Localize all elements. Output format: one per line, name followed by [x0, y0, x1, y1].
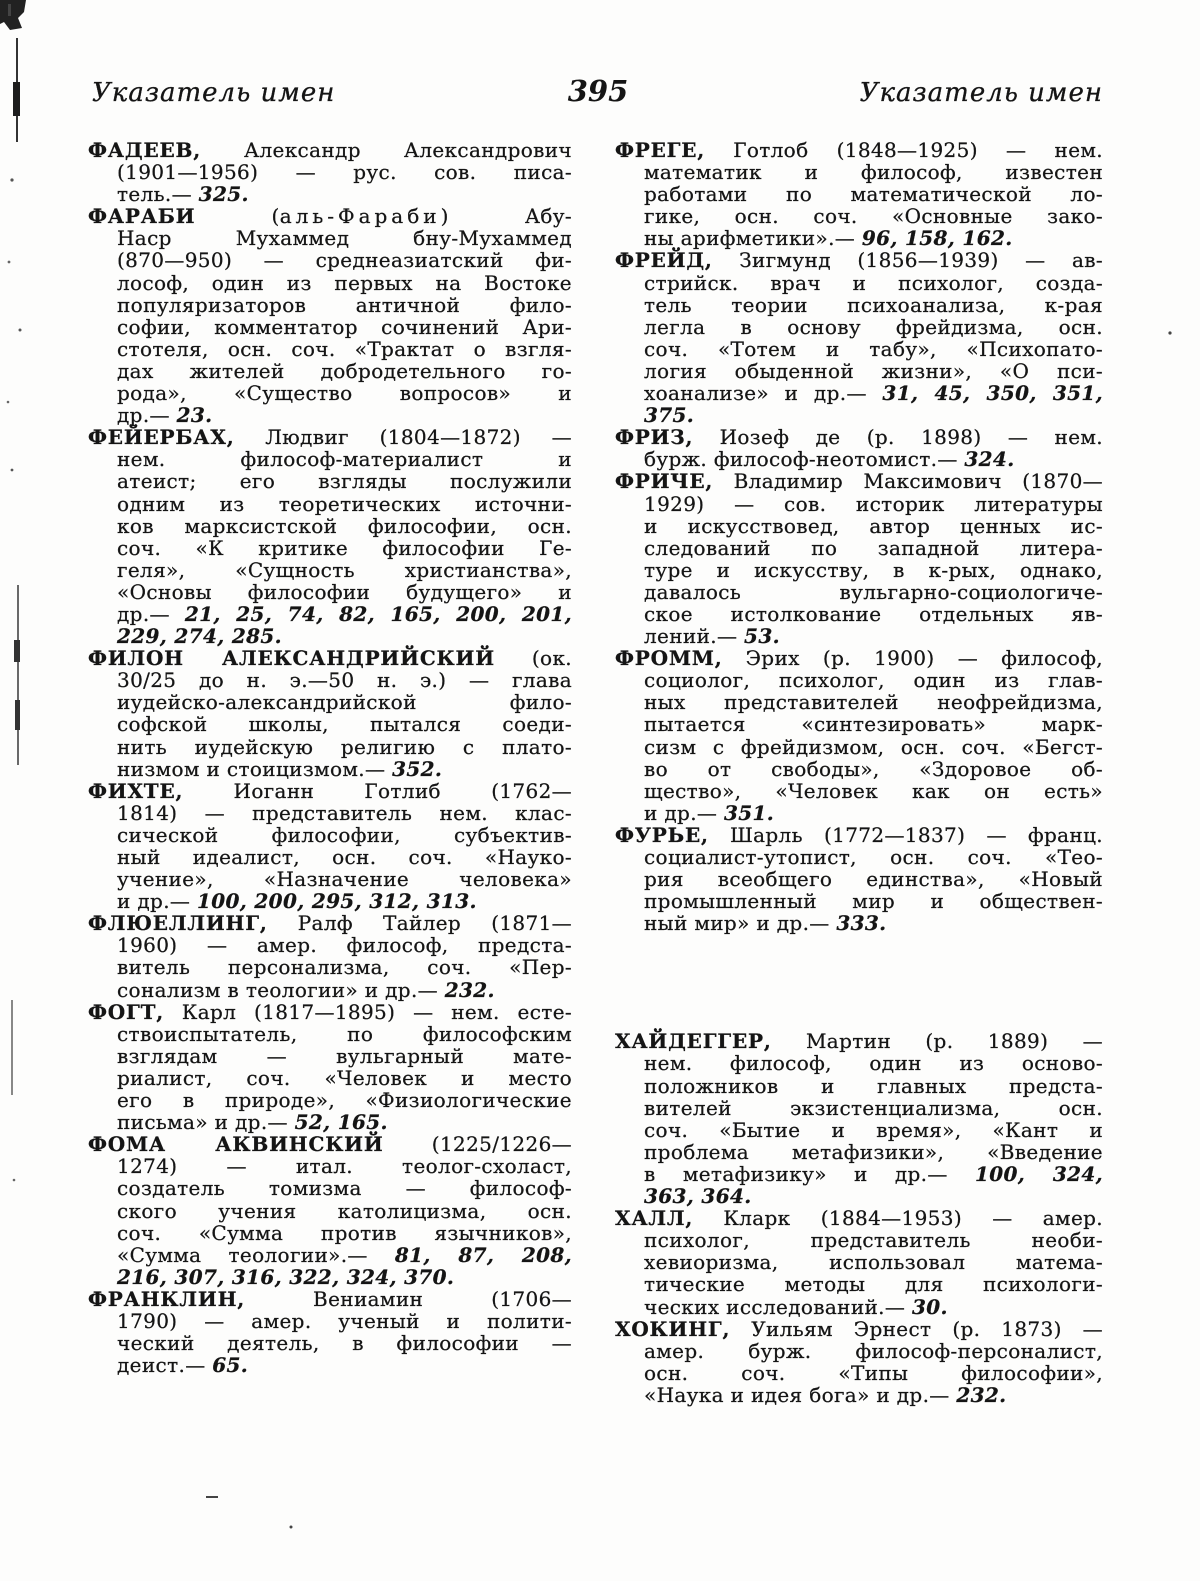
entry-text: Готлоб (1848—1925) — нем.: [705, 138, 1103, 162]
entry-line: [117, 515, 572, 537]
entry-text: соч. «К критике философии Ге-: [117, 535, 572, 560]
entry-text: софии, комментатор сочинений Ари-: [117, 314, 572, 339]
entry-text: атеист; его взгляды послужили: [117, 469, 572, 494]
entry-line: [644, 691, 1103, 713]
entry-line: [117, 493, 572, 515]
entry-name: ФИХТЕ,: [88, 778, 184, 803]
entry-text: взглядам — вульгарный мате-: [117, 1043, 572, 1068]
entry-line: [117, 1155, 572, 1177]
entry-line: [117, 249, 572, 271]
entry-line: [117, 758, 572, 780]
entry-name: ФРЕГЕ,: [615, 138, 706, 162]
entry-line: [644, 736, 1103, 758]
entry-line: [644, 294, 1103, 316]
entry-text: Зигмунд (1856—1939) — ав-: [712, 248, 1103, 273]
entry-line: [117, 1089, 572, 1111]
entry-text: туре и искусству, в к-рых, однако,: [644, 557, 1103, 582]
entry-name: ХОКИНГ,: [615, 1316, 731, 1341]
entry-text: ный идеалист, осн. соч. «Науко-: [117, 845, 572, 869]
entry-name: ФУРЬЕ,: [615, 822, 709, 847]
entry-text: стотеля, осн. соч. «Трактат о взгля-: [117, 336, 572, 361]
entry-line: [117, 1045, 572, 1067]
entry-line: [117, 294, 572, 316]
entry-line: [615, 426, 1103, 448]
entry-text: дах жителей добродетельного го-: [117, 358, 572, 383]
entry-line: [117, 404, 572, 426]
entry-line: [644, 802, 1103, 824]
left-column: [88, 139, 572, 1376]
entry-text: осн. соч. «Типы философии»,: [644, 1360, 1103, 1385]
index-entry: [88, 426, 572, 647]
entry-line: [644, 868, 1103, 890]
entry-text: рода», «Существо вопросов» и: [117, 381, 572, 406]
index-entry: [88, 912, 572, 1000]
entry-text: социалист-утопист, осн. соч. «Тео-: [644, 845, 1103, 869]
entry-text: учение», «Назначение человека»: [117, 867, 572, 892]
page-references: 30.: [911, 1294, 948, 1319]
entry-name: ФОМА АКВИНСКИЙ: [88, 1132, 384, 1157]
entry-text: положников и главных предста-: [644, 1073, 1103, 1098]
entry-line: [117, 183, 572, 205]
page-references: 232.: [956, 1382, 1007, 1407]
page-references: 96, 158, 162.: [861, 226, 1013, 251]
entry-text: лений.—: [644, 624, 745, 649]
entry-line: [644, 1141, 1103, 1163]
running-head-right: Указатель имен: [859, 78, 1103, 108]
entry-line: [615, 1318, 1103, 1340]
entry-text: работами по математической ло-: [644, 182, 1103, 207]
entry-line: [117, 470, 572, 492]
entry-text: ный мир» и др.—: [644, 911, 837, 936]
entry-text: ческих исследований.—: [644, 1294, 912, 1319]
index-entry: [615, 647, 1103, 824]
entry-line: [644, 1119, 1103, 1141]
entry-line: [117, 272, 572, 294]
entry-text: софской школы, пытался соеди-: [117, 712, 572, 737]
page-references: 100, 324,: [974, 1161, 1103, 1186]
entry-text: 1929) — сов. историк литературы: [644, 491, 1103, 516]
entry-text: его в природе», «Физиологические: [117, 1088, 572, 1113]
entry-line: [644, 1075, 1103, 1097]
entry-text: 1790) — амер. ученый и полити-: [117, 1308, 572, 1333]
entry-line: [117, 360, 572, 382]
entry-text: в метафизику» и др.—: [644, 1161, 975, 1186]
page-references: 31, 45, 350, 351,: [882, 381, 1103, 406]
index-entry: [88, 205, 572, 426]
entry-line: [88, 1001, 572, 1023]
page-references: 23.: [176, 403, 213, 428]
entry-text: 1960) — амер. философ, предста-: [117, 933, 572, 958]
entry-text: Владимир Максимович (1870—: [713, 469, 1103, 494]
index-entry: [88, 1001, 572, 1134]
right-column: [615, 139, 1103, 1406]
entry-line: [117, 934, 572, 956]
entry-line: [615, 1207, 1103, 1229]
entry-text: щество», «Человек как он есть»: [644, 778, 1103, 803]
entry-text: создатель томизма — философ-: [117, 1176, 572, 1201]
entry-line: [88, 1288, 572, 1310]
entry-text: Кларк (1884—1953) — амер.: [693, 1206, 1103, 1231]
entry-text: и искусствовед, автор ценных ис-: [644, 513, 1103, 538]
index-entry: [615, 139, 1103, 249]
entry-line: [644, 1273, 1103, 1295]
entry-text: тические методы для психологи-: [644, 1272, 1103, 1297]
entry-text: «Сумма теологии».—: [117, 1242, 395, 1267]
entry-text: лософ, один из первых на Востоке: [117, 270, 572, 295]
entry-line: [644, 890, 1103, 912]
entry-line: [644, 316, 1103, 338]
entry-text: легла в основу фрейдизма, осн.: [644, 314, 1103, 339]
entry-text: низмом и стоицизмом.—: [117, 756, 393, 781]
entry-text: вителей экзистенциализма, осн.: [644, 1095, 1103, 1120]
index-entry: [615, 249, 1103, 426]
entry-line: [644, 603, 1103, 625]
entry-name: ФЕЙЕРБАХ,: [88, 425, 235, 450]
entry-line: [644, 161, 1103, 183]
spaced-name: аль-Фараби: [279, 204, 441, 229]
entry-text: ных представителей неофрейдизма,: [644, 690, 1103, 715]
entry-line: [117, 1310, 572, 1332]
entry-line: [88, 139, 572, 161]
index-entry: [88, 1288, 572, 1376]
entry-name: ФЛЮЕЛЛИНГ,: [88, 911, 268, 936]
entry-text: проблема метафизики», «Введение: [644, 1139, 1103, 1164]
entry-line: [88, 426, 572, 448]
entry-text: амер. бурж. философ-персоналист,: [644, 1338, 1103, 1363]
entry-line: [615, 647, 1103, 669]
entry-text: ны арифметики».—: [644, 226, 862, 251]
entry-line: [615, 824, 1103, 846]
entry-line: [644, 448, 1103, 470]
entry-name: ФРАНКЛИН,: [88, 1286, 246, 1311]
entry-line: [88, 780, 572, 802]
entry-line: [644, 183, 1103, 205]
page-references: 375.: [644, 403, 695, 428]
entry-line: [644, 559, 1103, 581]
entry-line: [117, 824, 572, 846]
entry-name: ФОГТ,: [88, 999, 165, 1024]
index-entry: [88, 780, 572, 913]
index-entry: [615, 426, 1103, 470]
entry-line: [117, 1354, 572, 1376]
entry-line: [117, 868, 572, 890]
index-entry: [615, 1318, 1103, 1406]
entry-text: сической философии, субъектив-: [117, 822, 572, 847]
entry-text: соч. «Бытие и время», «Кант и: [644, 1117, 1103, 1142]
entry-text: ческий деятель, в философии —: [117, 1331, 572, 1356]
entry-text: др.—: [117, 601, 185, 626]
entry-text: Шарль (1772—1837) — франц.: [708, 822, 1103, 847]
entry-text: Иоганн Готлиб (1762—: [183, 778, 572, 803]
entry-line: [644, 625, 1103, 647]
entry-line: [644, 1097, 1103, 1119]
entry-text: (1225/1226—: [383, 1132, 572, 1157]
entry-line: [644, 1251, 1103, 1273]
entry-text: хевиоризма, использовал матема-: [644, 1250, 1103, 1275]
entry-line: [117, 736, 572, 758]
entry-line: [117, 979, 572, 1001]
entry-line: [644, 846, 1103, 868]
entry-line: [644, 537, 1103, 559]
entry-text: ствоиспытатель, по философским: [117, 1021, 572, 1046]
entry-text: тель теории психоанализа, к-рая: [644, 292, 1103, 317]
entry-text: математик и философ, известен: [644, 160, 1103, 185]
entry-text: ское истолкование отдельных яв-: [644, 601, 1103, 626]
page-references: 351.: [723, 800, 775, 825]
entry-text: нем. философ, один из осново-: [644, 1051, 1103, 1076]
entry-line: [644, 713, 1103, 735]
entry-text: Карл (1817—1895) — нем. есте-: [164, 999, 572, 1024]
entry-text: 30/25 до н. э.—50 н. э.) — глава: [117, 668, 572, 693]
entry-line: [117, 890, 572, 912]
entry-text: следований по западной литера-: [644, 535, 1103, 560]
index-entry: [88, 139, 572, 205]
entry-text: соч. «Сумма против язычников»,: [117, 1220, 572, 1245]
entry-line: [117, 161, 572, 183]
entry-name: ФАДЕЕВ,: [88, 138, 202, 162]
entry-line: [615, 470, 1103, 492]
entry-text: бурж. философ-неотомист.—: [644, 447, 965, 472]
entry-text: гике, осн. соч. «Основные зако-: [644, 204, 1103, 229]
entry-line: [644, 1362, 1103, 1384]
entry-text: во от свободы», «Здоровое об-: [644, 756, 1103, 781]
entry-line: [117, 1200, 572, 1222]
entry-text: 1274) — итал. теолог-схоласт,: [117, 1154, 572, 1179]
entry-text: социолог, психолог, один из глав-: [644, 668, 1103, 693]
entry-text: популяризаторов античной фило-: [117, 292, 572, 317]
entry-line: [117, 669, 572, 691]
entry-line: [117, 691, 572, 713]
page-references: 21, 25, 74, 82, 165, 200, 201,: [184, 601, 572, 626]
page-references: 52, 165.: [294, 1110, 388, 1135]
entry-line: [88, 647, 572, 669]
entry-line: [117, 382, 572, 404]
entry-name: ФРОММ,: [615, 646, 723, 671]
entry-line: [117, 559, 572, 581]
entry-text: Мартин (р. 1889) —: [771, 1029, 1103, 1054]
page-references: 229, 274, 285.: [117, 624, 282, 649]
entry-text: ) Абу-: [440, 204, 572, 229]
entry-name: ХАЛЛ,: [615, 1206, 694, 1231]
entry-line: [644, 669, 1103, 691]
index-entry: [615, 1207, 1103, 1317]
entry-line: [117, 846, 572, 868]
entry-text: нить иудейскую религию с плато-: [117, 734, 572, 759]
entry-text: витель персонализма, соч. «Пер-: [117, 955, 572, 980]
entry-line: [88, 1133, 572, 1155]
entry-text: и др.—: [117, 889, 197, 914]
entry-line: [117, 1177, 572, 1199]
entry-line: [117, 581, 572, 603]
entry-text: рия всеобщего единства», «Новый: [644, 867, 1103, 892]
entry-line: [117, 227, 572, 249]
running-head-left: Указатель имен: [92, 78, 336, 108]
index-entry: [88, 647, 572, 780]
entry-line: [615, 139, 1103, 161]
page-references: 352.: [392, 756, 443, 781]
entry-line: [644, 1052, 1103, 1074]
entry-line: [117, 537, 572, 559]
entry-line: [644, 360, 1103, 382]
entry-line: [644, 912, 1103, 934]
index-entry: [88, 1133, 572, 1288]
entry-line: [117, 338, 572, 360]
entry-line: [117, 1111, 572, 1133]
entry-text: пытается «синтезировать» марк-: [644, 712, 1103, 737]
entry-line: [644, 780, 1103, 802]
page-references: 81, 87, 208,: [394, 1242, 572, 1267]
entry-text: письма» и др.—: [117, 1110, 295, 1135]
entry-text: риалист, соч. «Человек и место: [117, 1065, 572, 1090]
entry-text: промышленный мир и обществен-: [644, 889, 1103, 914]
entry-name: ФРИЧЕ,: [615, 469, 714, 494]
entry-line: [644, 758, 1103, 780]
entry-line: [117, 448, 572, 470]
entry-line: [644, 1163, 1103, 1185]
entry-name: ФРЕЙД,: [615, 248, 713, 273]
entry-text: (1901—1956) — рус. сов. писа-: [117, 160, 572, 185]
entry-name: ФИЛОН АЛЕКСАНДРИЙСКИЙ: [88, 646, 495, 671]
entry-text: Александр Александрович: [201, 138, 572, 162]
page-references: 65.: [212, 1353, 249, 1378]
entry-name: ХАЙДЕГГЕР,: [615, 1029, 772, 1054]
entry-text: тель.—: [117, 182, 199, 207]
entry-line: [644, 515, 1103, 537]
entry-line: [644, 581, 1103, 603]
entry-text: логия обыденной жизни», «О пси-: [644, 358, 1103, 383]
entry-text: соч. «Тотем и табу», «Психопато-: [644, 336, 1103, 361]
entry-line: [117, 1244, 572, 1266]
page-number: 395: [567, 74, 629, 108]
entry-text: геля», «Сущность христианства»,: [117, 557, 572, 582]
entry-line: [117, 1023, 572, 1045]
entry-line: [644, 1229, 1103, 1251]
entry-name: ФАРАБИ: [88, 204, 196, 229]
entry-line: [644, 205, 1103, 227]
entry-line: [117, 625, 572, 647]
entry-text: (ок.: [494, 646, 572, 671]
entry-line: [117, 603, 572, 625]
entry-line: [644, 1185, 1103, 1207]
entry-line: [644, 404, 1103, 426]
entry-text: иудейско-александрийской фило-: [117, 690, 572, 715]
index-entry: [615, 470, 1103, 647]
entry-text: деист.—: [117, 1353, 213, 1378]
entry-line: [644, 493, 1103, 515]
entry-text: стрийск. врач и психолог, созда-: [644, 270, 1103, 295]
entry-name: ФРИЗ,: [615, 425, 694, 450]
entry-line: [644, 382, 1103, 404]
entry-text: др.—: [117, 403, 177, 428]
entry-text: психолог, представитель необи-: [644, 1228, 1103, 1253]
entry-line: [117, 316, 572, 338]
entry-text: Вениамин (1706—: [245, 1286, 572, 1311]
entry-text: «Наука и идея бога» и др.—: [644, 1382, 957, 1407]
entry-line: [644, 1296, 1103, 1318]
entry-text: ков марксистской философии, осн.: [117, 513, 572, 538]
entry-text: Иозеф де (р. 1898) — нем.: [693, 425, 1103, 450]
entry-line: [117, 1067, 572, 1089]
entry-line: [615, 1030, 1103, 1052]
index-entry: [615, 824, 1103, 934]
entry-text: «Основы философии будущего» и: [117, 579, 572, 604]
page-references: 232.: [444, 977, 495, 1002]
index-entry: [615, 1030, 1103, 1207]
entry-text: Людвиг (1804—1872) —: [234, 425, 572, 450]
entry-text: давалось вульгарно-социологиче-: [644, 579, 1103, 604]
entry-text: Уильям Эрнест (р. 1873) —: [730, 1316, 1103, 1341]
entry-line: [88, 912, 572, 934]
entry-text: ского учения католицизма, осн.: [117, 1198, 572, 1223]
entry-line: [117, 956, 572, 978]
entry-text: (870—950) — среднеазиатский фи-: [117, 248, 572, 273]
entry-line: [88, 205, 572, 227]
entry-text: хоанализе» и др.—: [644, 381, 883, 406]
entry-text: (: [195, 204, 280, 229]
entry-line: [644, 1384, 1103, 1406]
entry-line: [644, 227, 1103, 249]
page-references: 53.: [744, 624, 780, 649]
entry-text: 1814) — представитель нем. клас-: [117, 800, 572, 825]
entry-line: [117, 1266, 572, 1288]
page-references: 363, 364.: [644, 1184, 752, 1209]
entry-line: [117, 713, 572, 735]
entry-line: [117, 802, 572, 824]
entry-text: и др.—: [644, 800, 724, 825]
entry-text: Ралф Тайлер (1871—: [267, 911, 572, 936]
entry-line: [644, 338, 1103, 360]
entry-text: одним из теоретических источни-: [117, 491, 572, 516]
entry-line: [615, 249, 1103, 271]
page-references: 216, 307, 316, 322, 324, 370.: [117, 1264, 455, 1289]
page-references: 325.: [198, 182, 249, 207]
entry-text: Наср Мухаммед бну-Мухаммед: [117, 226, 572, 251]
entry-text: Эрих (р. 1900) — философ,: [722, 646, 1103, 671]
entry-line: [644, 1340, 1103, 1362]
entry-text: нем. философ-материалист и: [117, 447, 572, 472]
page-references: 100, 200, 295, 312, 313.: [196, 889, 477, 914]
entry-line: [117, 1222, 572, 1244]
page-references: 324.: [964, 447, 1015, 472]
entry-line: [117, 1332, 572, 1354]
page-references: 333.: [836, 911, 887, 936]
entry-text: сизм с фрейдизмом, осн. соч. «Бегст-: [644, 734, 1103, 759]
entry-line: [644, 272, 1103, 294]
entry-text: сонализм в теологии» и др.—: [117, 977, 445, 1002]
